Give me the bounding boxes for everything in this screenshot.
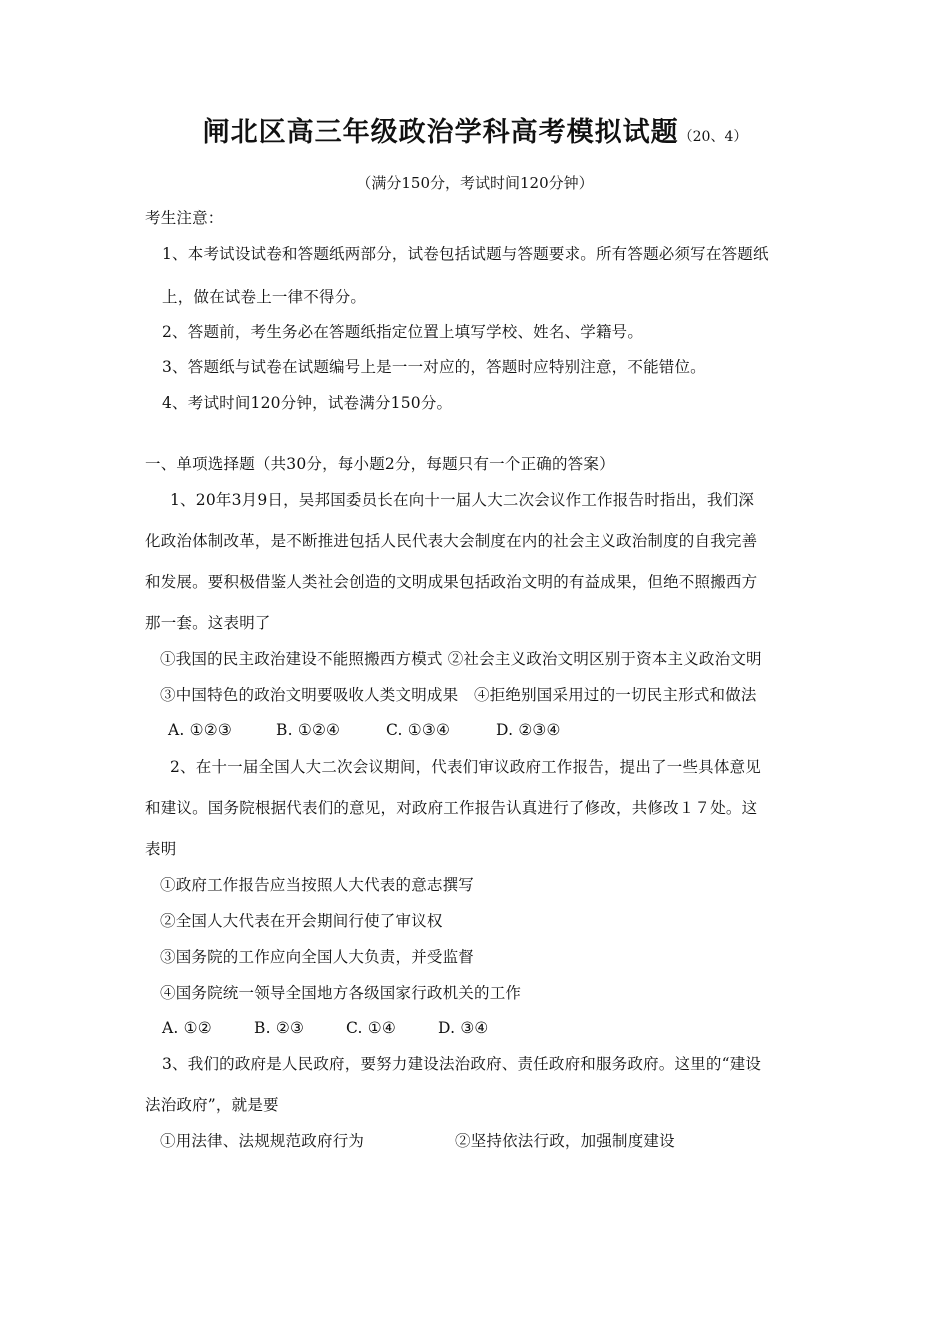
title-block (0, 110, 950, 149)
option-b: B. ②③ (254, 1019, 305, 1037)
question-3-text: 法治政府”，就是要 (145, 1096, 279, 1114)
page-title: 闸北区高三年级政治学科高考模拟试题 (202, 117, 679, 148)
question-1-statement: ①我国的民主政治建设不能照搬西方模式 ②社会主义政治文明区别于资本主义政治文明 (160, 650, 762, 668)
option-c: C. ①③④ (386, 721, 451, 739)
question-2-statement: ①政府工作报告应当按照人大代表的意志撰写 (160, 876, 475, 894)
question-1-text: 化政治体制改革，是不断推进包括人民代表大会制度在内的社会主义政治制度的自我完善 (145, 532, 758, 550)
option-a: A. ①② (162, 1019, 212, 1037)
notice-item: 上，做在试卷上一律不得分。 (162, 288, 367, 306)
question-3-statement: ②坚持依法行政，加强制度建设 (455, 1132, 675, 1150)
option-c: C. ①④ (346, 1019, 396, 1037)
option-d: D. ③④ (438, 1019, 489, 1037)
question-2-statement: ④国务院统一领导全国地方各级国家行政机关的工作 (160, 984, 522, 1002)
question-2-statement: ②全国人大代表在开会期间行使了审议权 (160, 912, 443, 930)
notice-item: 3、答题纸与试卷在试题编号上是一一对应的，答题时应特别注意，不能错位。 (162, 358, 706, 376)
notice-item: 4、考试时间120分钟，试卷满分150分。 (162, 394, 453, 412)
question-1-text: 和发展。要积极借鉴人类社会创造的文明成果包括政治文明的有益成果，但绝不照搬西方 (145, 573, 758, 591)
exam-subtitle: （满分150分，考试时间120分钟） (356, 174, 594, 192)
question-2-text: 2、在十一届全国人大二次会议期间，代表们审议政府工作报告，提出了一些具体意见 (170, 758, 761, 776)
option-d: D. ②③④ (496, 721, 561, 739)
question-3-statement: ①用法律、法规规范政府行为 (160, 1132, 365, 1150)
question-2-text: 表明 (145, 840, 177, 858)
question-1-text: 1、20年3月9日，吴邦国委员长在向十一届人大二次会议作工作报告时指出，我们深 (170, 491, 755, 509)
title-date: （20、4） (678, 129, 748, 145)
question-1-statement: ③中国特色的政治文明要吸收人类文明成果 ④拒绝别国采用过的一切民主形式和做法 (160, 686, 757, 704)
notice-item: 2、答题前，考生务必在答题纸指定位置上填写学校、姓名、学籍号。 (162, 323, 644, 341)
question-2-statement: ③国务院的工作应向全国人大负责，并受监督 (160, 948, 475, 966)
question-1-options (168, 720, 561, 740)
question-3-text: 3、我们的政府是人民政府，要努力建设法治政府、责任政府和服务政府。这里的“建设 (162, 1055, 762, 1073)
notice-item: 1、本考试设试卷和答题纸两部分，试卷包括试题与答题要求。所有答题必须写在答题纸 (162, 245, 769, 263)
notice-heading: 考生注意： (145, 209, 224, 227)
question-1-text: 那一套。这表明了 (145, 614, 271, 632)
option-a: A. ①②③ (168, 721, 232, 739)
section-heading: 一、单项选择题（共30分，每小题2分，每题只有一个正确的答案） (145, 455, 615, 473)
question-2-text: 和建议。国务院根据代表们的意见，对政府工作报告认真进行了修改，共修改１７处。这 (145, 799, 758, 817)
option-b: B. ①②④ (276, 721, 341, 739)
question-2-options (162, 1018, 489, 1038)
